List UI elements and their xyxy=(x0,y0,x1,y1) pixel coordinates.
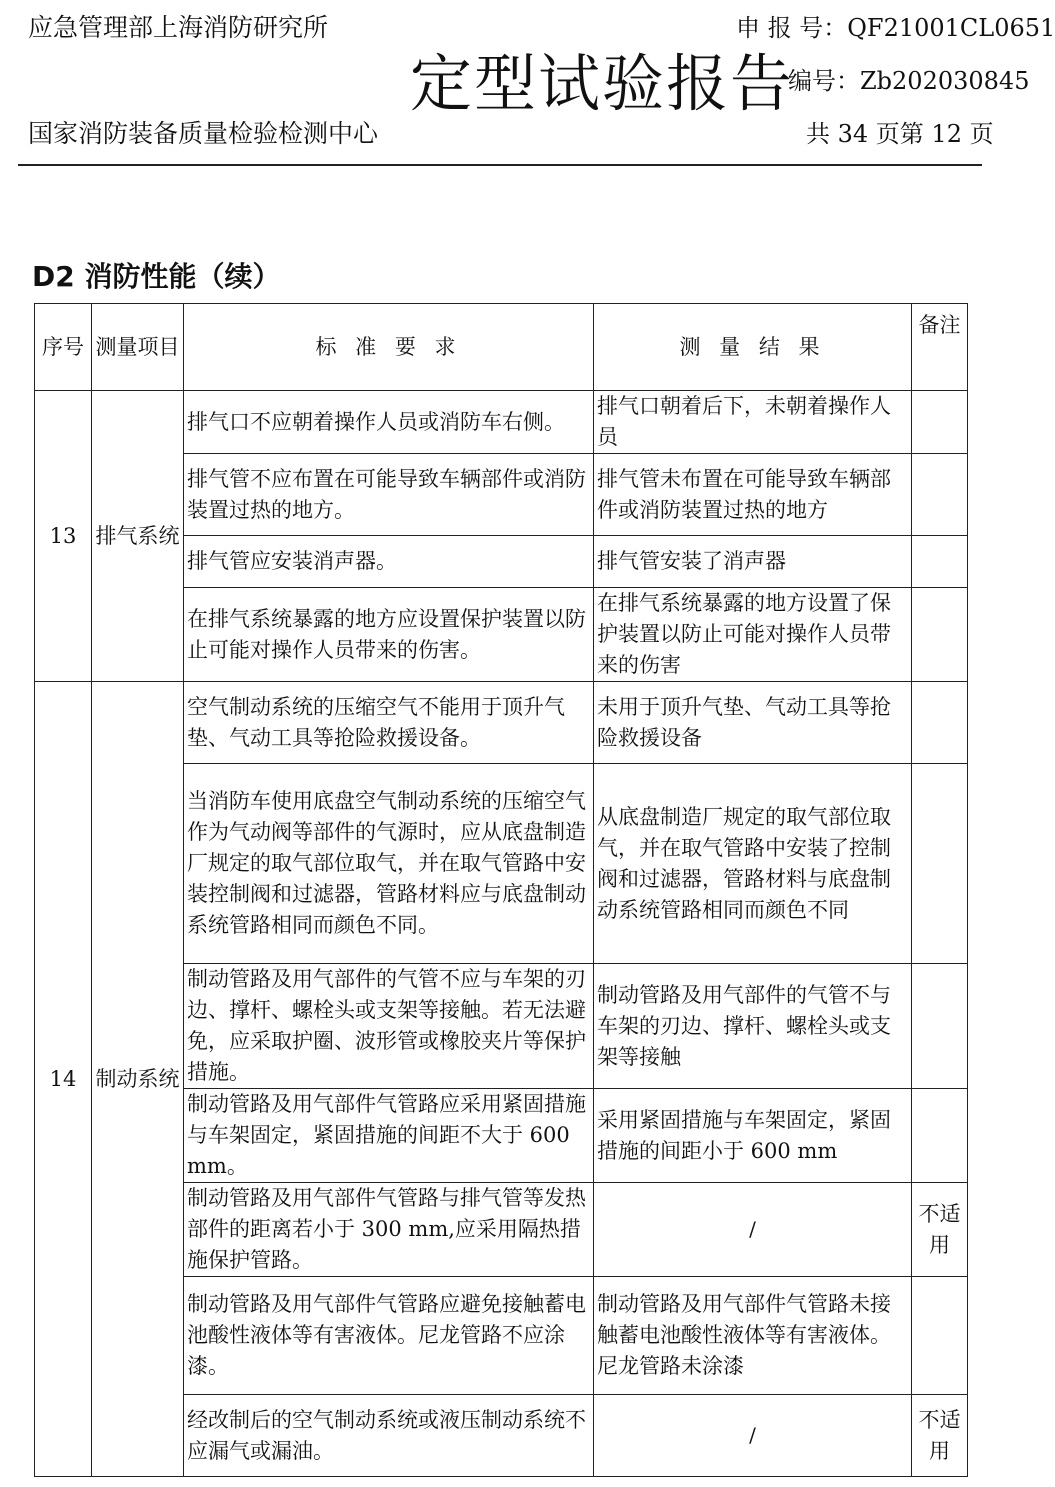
note-cell xyxy=(912,588,968,682)
measurement-item: 制动系统 xyxy=(92,682,184,1477)
result-cell: / xyxy=(594,1395,912,1477)
requirement-cell: 制动管路及用气部件气管路应避免接触蓄电池酸性液体等有害液体。尼龙管路不应涂漆。 xyxy=(184,1277,594,1395)
note-cell: 不适用 xyxy=(912,1395,968,1477)
measurement-item: 排气系统 xyxy=(92,391,184,682)
header-divider xyxy=(18,164,982,166)
note-cell xyxy=(912,536,968,588)
result-cell: 排气口朝着后下，未朝着操作人员 xyxy=(594,391,912,454)
result-cell: / xyxy=(594,1183,912,1277)
note-cell xyxy=(912,1089,968,1183)
table-header-row xyxy=(35,304,968,391)
note-cell xyxy=(912,964,968,1089)
application-number: 申 报 号：QF21001CL0651 xyxy=(736,14,1055,42)
requirement-cell: 制动管路及用气部件气管路应采用紧固措施与车架固定，紧固措施的间距不大于 600 mm。 xyxy=(184,1089,594,1183)
header-item: 测量项目 xyxy=(92,304,184,391)
requirement-cell: 空气制动系统的压缩空气不能用于顶升气垫、气动工具等抢险救援设备。 xyxy=(184,682,594,764)
result-cell: 制动管路及用气部件气管路未接触蓄电池酸性液体等有害液体。尼龙管路未涂漆 xyxy=(594,1277,912,1395)
result-cell: 排气管未布置在可能导致车辆部件或消防装置过热的地方 xyxy=(594,454,912,536)
result-cell: 排气管安装了消声器 xyxy=(594,536,912,588)
testing-center-name: 国家消防装备质量检验检测中心 xyxy=(28,119,379,148)
serial-number: 编号：Zb202030845 xyxy=(788,67,1030,95)
note-cell xyxy=(912,1277,968,1395)
requirement-cell: 在排气系统暴露的地方应设置保护装置以防止可能对操作人员带来的伤害。 xyxy=(184,588,594,682)
section-title: D2 消防性能（续） xyxy=(32,260,281,293)
test-results-table xyxy=(34,303,968,1477)
requirement-cell: 当消防车使用底盘空气制动系统的压缩空气作为气动阀等部件的气源时，应从底盘制造厂规定的取气部位取气，并在取气管路中安装控制阀和过滤器，管路材料应与底盘制动系统管路相同而颜色不同。 xyxy=(184,764,594,964)
result-cell: 从底盘制造厂规定的取气部位取气，并在取气管路中安装了控制阀和过滤器，管路材料与底盘制动系统管路相同而颜色不同 xyxy=(594,764,912,964)
result-cell: 制动管路及用气部件的气管不与车架的刃边、撑杆、螺栓头或支架等接触 xyxy=(594,964,912,1089)
header-no: 序号 xyxy=(35,304,92,391)
header-note: 备注 xyxy=(912,304,968,391)
requirement-cell: 排气口不应朝着操作人员或消防车右侧。 xyxy=(184,391,594,454)
result-cell: 未用于顶升气垫、气动工具等抢险救援设备 xyxy=(594,682,912,764)
note-cell xyxy=(912,764,968,964)
note-cell xyxy=(912,391,968,454)
requirement-cell: 经改制后的空气制动系统或液压制动系统不应漏气或漏油。 xyxy=(184,1395,594,1477)
note-cell: 不适用 xyxy=(912,1183,968,1277)
row-number: 13 xyxy=(35,391,92,682)
row-number: 14 xyxy=(35,682,92,1477)
organization-name: 应急管理部上海消防研究所 xyxy=(28,13,329,42)
note-cell xyxy=(912,682,968,764)
header-requirement: 标 准 要 求 xyxy=(184,304,594,391)
note-cell xyxy=(912,454,968,536)
requirement-cell: 排气管不应布置在可能导致车辆部件或消防装置过热的地方。 xyxy=(184,454,594,536)
requirement-cell: 制动管路及用气部件气管路与排气管等发热部件的距离若小于 300 mm,应采用隔热措施保护管路。 xyxy=(184,1183,594,1277)
result-cell: 采用紧固措施与车架固定，紧固措施的间距小于 600 mm xyxy=(594,1089,912,1183)
header-result: 测 量 结 果 xyxy=(594,304,912,391)
requirement-cell: 制动管路及用气部件的气管不应与车架的刃边、撑杆、螺栓头或支架等接触。若无法避免，应采取护圈、波形管或橡胶夹片等保护措施。 xyxy=(184,964,594,1089)
result-cell: 在排气系统暴露的地方设置了保护装置以防止可能对操作人员带来的伤害 xyxy=(594,588,912,682)
table-row xyxy=(35,391,968,454)
report-title: 定型试验报告 xyxy=(410,47,795,120)
table-row xyxy=(35,682,968,764)
requirement-cell: 排气管应安装消声器。 xyxy=(184,536,594,588)
page-info: 共 34 页第 12 页 xyxy=(806,120,994,148)
